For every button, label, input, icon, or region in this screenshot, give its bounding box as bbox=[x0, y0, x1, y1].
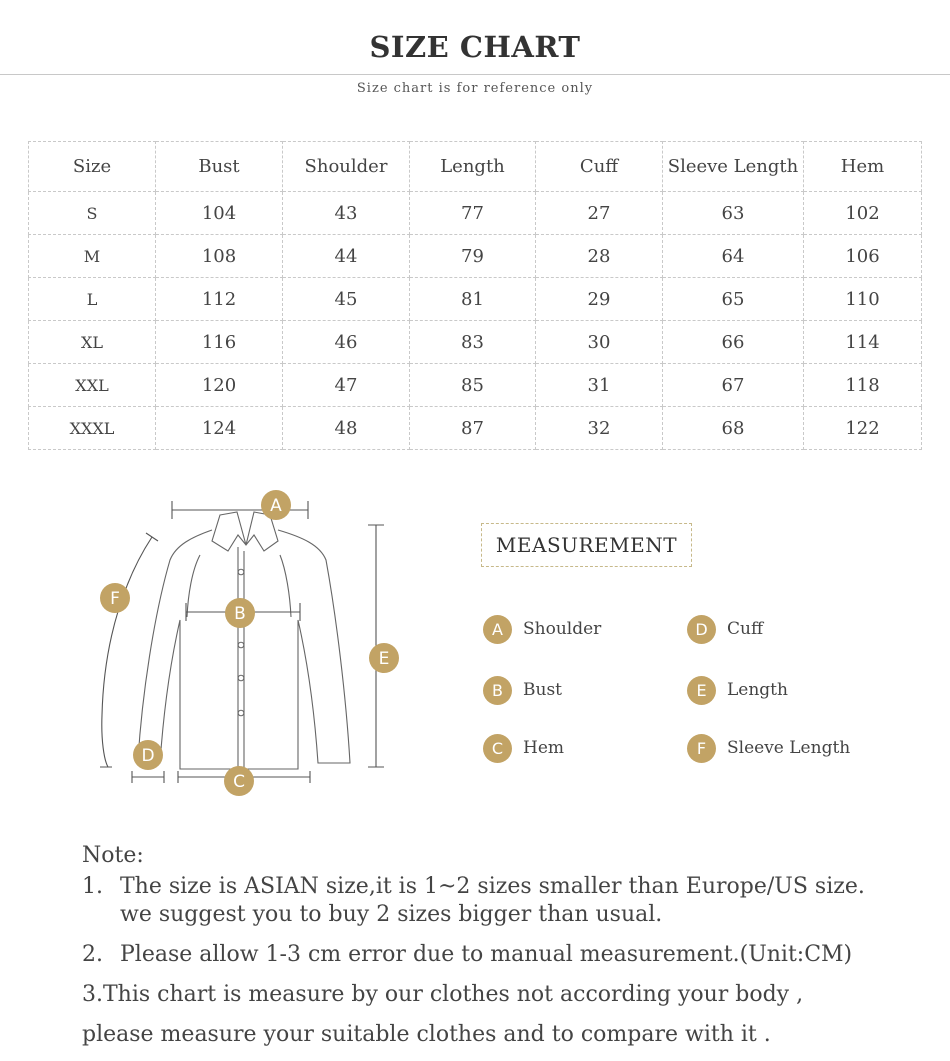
legend-label: Length bbox=[727, 680, 788, 700]
shoulder-cell: 44 bbox=[283, 235, 410, 278]
bust-cell: 124 bbox=[156, 407, 283, 450]
legend-label: Sleeve Length bbox=[727, 738, 851, 758]
size-table bbox=[28, 141, 922, 450]
column-header-hem: Hem bbox=[804, 142, 922, 192]
legend-item-cuff bbox=[687, 614, 763, 644]
cuff-cell: 28 bbox=[536, 235, 663, 278]
length-cell: 81 bbox=[410, 278, 536, 321]
legend-label: Bust bbox=[523, 680, 562, 700]
sleeve-length-cell: 64 bbox=[663, 235, 804, 278]
note-line: The size is ASIAN size,it is 1~2 sizes smaller than Europe/US size. bbox=[120, 874, 865, 899]
marker-f-icon bbox=[100, 583, 130, 613]
hem-cell: 122 bbox=[804, 407, 922, 450]
cuff-cell: 32 bbox=[536, 407, 663, 450]
column-header-sleeve-length: Sleeve Length bbox=[663, 142, 804, 192]
page-title: SIZE CHART bbox=[369, 30, 581, 64]
size-cell: L bbox=[29, 278, 156, 321]
note-text bbox=[120, 873, 942, 929]
svg-text:B: B bbox=[234, 604, 246, 624]
bust-cell: 104 bbox=[156, 192, 283, 235]
column-header-bust: Bust bbox=[156, 142, 283, 192]
notes-title: Note: bbox=[82, 843, 144, 868]
bust-cell: 108 bbox=[156, 235, 283, 278]
sleeve-length-cell: 63 bbox=[663, 192, 804, 235]
legend-item-bust bbox=[483, 675, 562, 705]
table-header-row bbox=[29, 142, 922, 192]
legend-item-hem bbox=[483, 733, 564, 763]
size-cell: XXXL bbox=[29, 407, 156, 450]
length-cell: 85 bbox=[410, 364, 536, 407]
size-cell: S bbox=[29, 192, 156, 235]
bust-cell: 116 bbox=[156, 321, 283, 364]
cuff-cell: 29 bbox=[536, 278, 663, 321]
letter-a-icon: A bbox=[483, 615, 512, 644]
hem-cell: 110 bbox=[804, 278, 922, 321]
svg-text:A: A bbox=[270, 496, 282, 516]
letter-b-icon: B bbox=[483, 676, 512, 705]
sleeve-length-cell: 65 bbox=[663, 278, 804, 321]
cuff-cell: 27 bbox=[536, 192, 663, 235]
table-row bbox=[29, 235, 922, 278]
letter-d-icon: D bbox=[687, 615, 716, 644]
shirt-buttons bbox=[238, 569, 244, 716]
legend-item-sleeve-length bbox=[687, 733, 850, 763]
marker-a-icon bbox=[261, 490, 291, 520]
svg-text:E: E bbox=[378, 649, 390, 669]
marker-c-icon bbox=[224, 766, 254, 796]
measurement-heading: MEASUREMENT bbox=[481, 523, 692, 567]
cuff-cell: 31 bbox=[536, 364, 663, 407]
legend-label: Shoulder bbox=[523, 619, 602, 639]
hem-cell: 118 bbox=[804, 364, 922, 407]
shirt-icon bbox=[138, 512, 350, 769]
note-item-3-line-2: please measure your suitable clothes and to compare with it . bbox=[82, 1022, 771, 1047]
legend-item-shoulder bbox=[483, 614, 601, 644]
shoulder-cell: 48 bbox=[283, 407, 410, 450]
note-item-3-line-1: 3.This chart is measure by our clothes not according your body , bbox=[82, 982, 804, 1007]
bust-cell: 112 bbox=[156, 278, 283, 321]
column-header-size: Size bbox=[29, 142, 156, 192]
cuff-cell: 30 bbox=[536, 321, 663, 364]
svg-text:D: D bbox=[141, 746, 155, 766]
note-number: 2. bbox=[82, 942, 103, 967]
notes-section bbox=[82, 842, 942, 1061]
table-row bbox=[29, 192, 922, 235]
svg-text:C: C bbox=[233, 772, 245, 792]
length-cell: 79 bbox=[410, 235, 536, 278]
marker-b-icon bbox=[225, 598, 255, 628]
svg-text:F: F bbox=[110, 589, 120, 609]
note-number: 1. bbox=[82, 874, 103, 899]
marker-e-icon bbox=[369, 643, 399, 673]
size-cell: XXL bbox=[29, 364, 156, 407]
length-cell: 87 bbox=[410, 407, 536, 450]
hem-cell: 114 bbox=[804, 321, 922, 364]
shoulder-cell: 47 bbox=[283, 364, 410, 407]
marker-d-icon bbox=[133, 740, 163, 770]
note-item-2 bbox=[82, 941, 942, 969]
column-header-shoulder: Shoulder bbox=[283, 142, 410, 192]
title-divider bbox=[0, 74, 950, 75]
letter-e-icon: E bbox=[687, 676, 716, 705]
length-cell: 83 bbox=[410, 321, 536, 364]
sleeve-length-cell: 67 bbox=[663, 364, 804, 407]
letter-f-icon: F bbox=[687, 734, 716, 763]
shoulder-cell: 45 bbox=[283, 278, 410, 321]
column-header-length: Length bbox=[410, 142, 536, 192]
table-row bbox=[29, 407, 922, 450]
table-row bbox=[29, 364, 922, 407]
bust-cell: 120 bbox=[156, 364, 283, 407]
sleeve-length-cell: 66 bbox=[663, 321, 804, 364]
note-item-1 bbox=[82, 873, 942, 929]
column-header-cuff: Cuff bbox=[536, 142, 663, 192]
letter-c-icon: C bbox=[483, 734, 512, 763]
note-line: we suggest you to buy 2 sizes bigger than usual. bbox=[120, 902, 663, 927]
size-cell: M bbox=[29, 235, 156, 278]
table-row bbox=[29, 321, 922, 364]
hem-cell: 102 bbox=[804, 192, 922, 235]
legend-label: Hem bbox=[523, 738, 565, 758]
shirt-diagram bbox=[92, 485, 412, 805]
legend-label: Cuff bbox=[727, 619, 764, 639]
table-row bbox=[29, 278, 922, 321]
legend-item-length bbox=[687, 675, 788, 705]
shoulder-cell: 46 bbox=[283, 321, 410, 364]
note-text: Please allow 1-3 cm error due to manual measurement.(Unit:CM) bbox=[120, 942, 853, 967]
measure-badges bbox=[100, 490, 399, 796]
size-cell: XL bbox=[29, 321, 156, 364]
shoulder-cell: 43 bbox=[283, 192, 410, 235]
sleeve-length-cell: 68 bbox=[663, 407, 804, 450]
length-cell: 77 bbox=[410, 192, 536, 235]
hem-cell: 106 bbox=[804, 235, 922, 278]
page-subtitle: Size chart is for reference only bbox=[356, 81, 594, 96]
